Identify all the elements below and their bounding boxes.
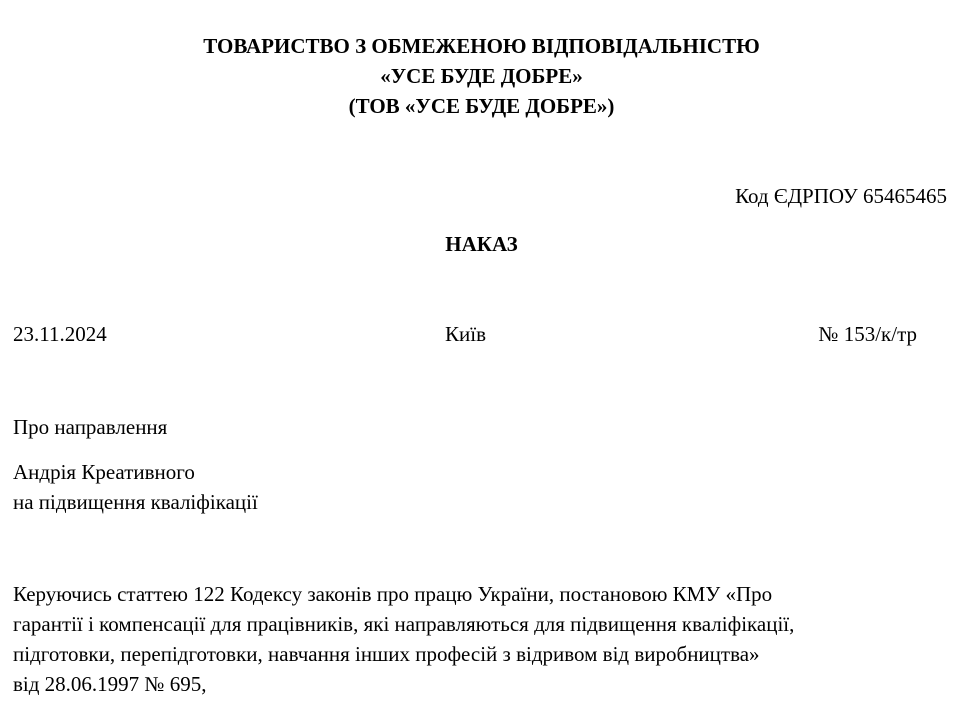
body-line: гарантії і компенсації для працівників, які направляються для підвищення кваліфікації,: [13, 612, 795, 636]
subject-line-2: Андрія Креативного: [13, 460, 195, 484]
order-number: № 153/к/тр: [818, 322, 917, 346]
subject-line-1: Про направлення: [13, 415, 168, 439]
org-full-name: ТОВАРИСТВО З ОБМЕЖЕНОЮ ВІДПОВІДАЛЬНІСТЮ: [203, 34, 760, 58]
body-line: підготовки, перепідготовки, навчання інших професій з відривом від виробництва»: [13, 642, 760, 666]
edrpou-code: Код ЄДРПОУ 65465465: [735, 184, 947, 208]
org-short-name: (ТОВ «УСЕ БУДЕ ДОБРЕ»): [348, 94, 615, 118]
org-name: «УСЕ БУДЕ ДОБРЕ»: [380, 64, 583, 88]
body-line: від 28.06.1997 № 695,: [13, 672, 207, 696]
body-line: Керуючись статтею 122 Кодексу законів про працю України, постановою КМУ «Про: [13, 582, 773, 606]
document-title: НАКАЗ: [445, 232, 518, 256]
order-city: Київ: [445, 322, 486, 346]
subject-line-3: на підвищення кваліфікації: [13, 490, 258, 514]
order-date: 23.11.2024: [13, 322, 107, 346]
